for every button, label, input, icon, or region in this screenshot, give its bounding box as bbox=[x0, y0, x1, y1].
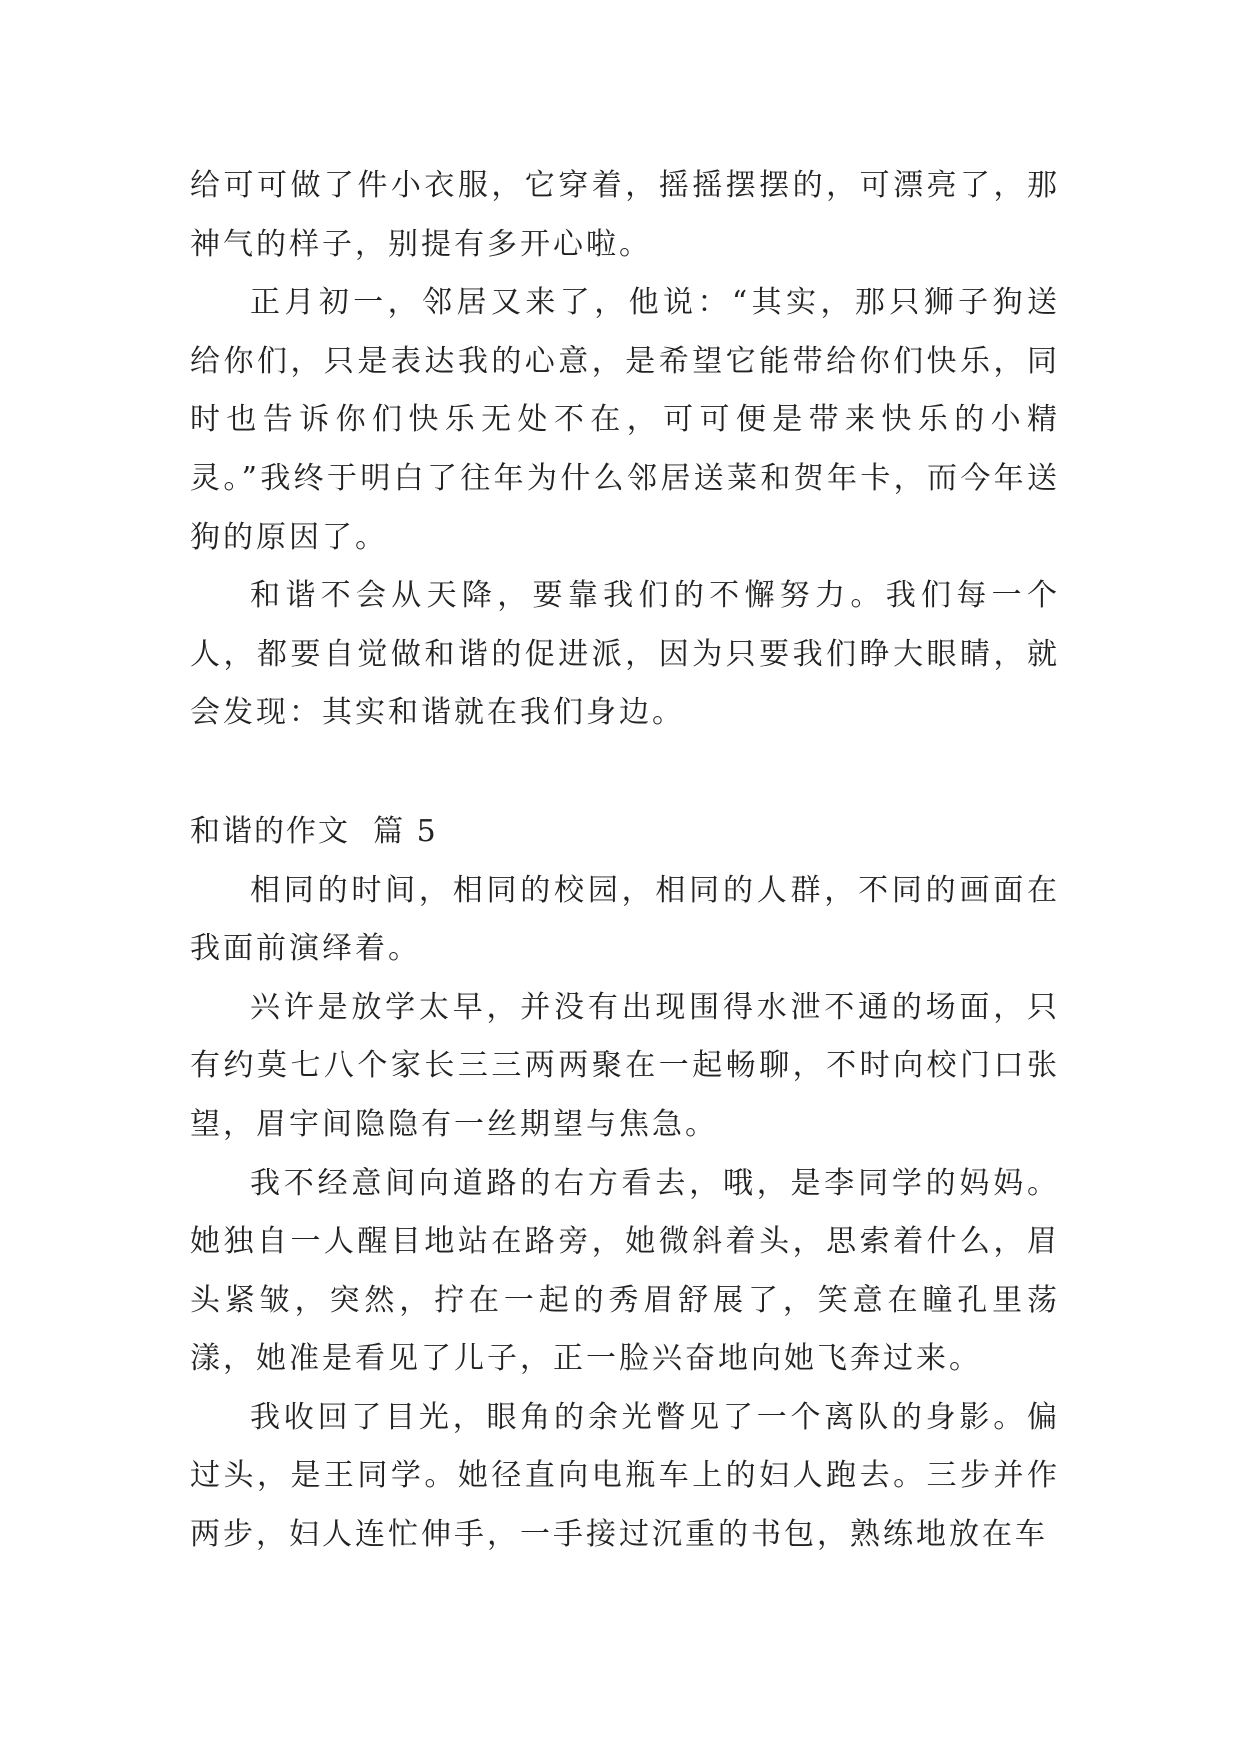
paragraph: 正月初一，邻居又来了，他说：“其实，那只狮子狗送给你们，只是表达我的心意，是希望它能带给你们快乐，同时也告诉你们快乐无处不在，可可便是带来快乐的小精灵。”我终于明白了往年为什么邻居送菜和贺年卡，而今年送狗的原因了。 bbox=[190, 285, 1060, 555]
paragraph: 兴许是放学太早，并没有出现围得水泄不通的场面，只有约莫七八个家长三三两两聚在一起畅聊，不时向校门口张望，眉宇间隐隐有一丝期望与焦急。 bbox=[190, 989, 1060, 1142]
paragraph: 我不经意间向道路的右方看去，哦，是李同学的妈妈。她独自一人醒目地站在路旁，她微斜着头，思索着什么，眉头紧皱，突然，拧在一起的秀眉舒展了，笑意在瞳孔里荡漾，她准是看见了儿子，正一脸兴奋地向她飞奔过来。 bbox=[190, 1165, 1060, 1377]
paragraph-continued: 给可可做了件小衣服，它穿着，摇摇摆摆的，可漂亮了，那神气的样子，别提有多开心啦。 bbox=[190, 168, 1060, 262]
paragraph: 相同的时间，相同的校园，相同的人群，不同的画面在我面前演绎着。 bbox=[190, 872, 1060, 967]
paragraph: 和谐不会从天降，要靠我们的不懈努力。我们每一个人，都要自觉做和谐的促进派，因为只要我们睁大眼睛，就会发现：其实和谐就在我们身边。 bbox=[190, 578, 1060, 731]
document-body bbox=[190, 157, 1060, 1565]
paragraph: 我收回了目光，眼角的余光瞥见了一个离队的身影。偏过头，是王同学。她径直向电瓶车上的妇人跑去。三步并作两步，妇人连忙伸手，一手接过沉重的书包，熟练地放在车 bbox=[190, 1399, 1060, 1553]
section-title: 和谐的作文 篇 5 bbox=[190, 813, 438, 849]
